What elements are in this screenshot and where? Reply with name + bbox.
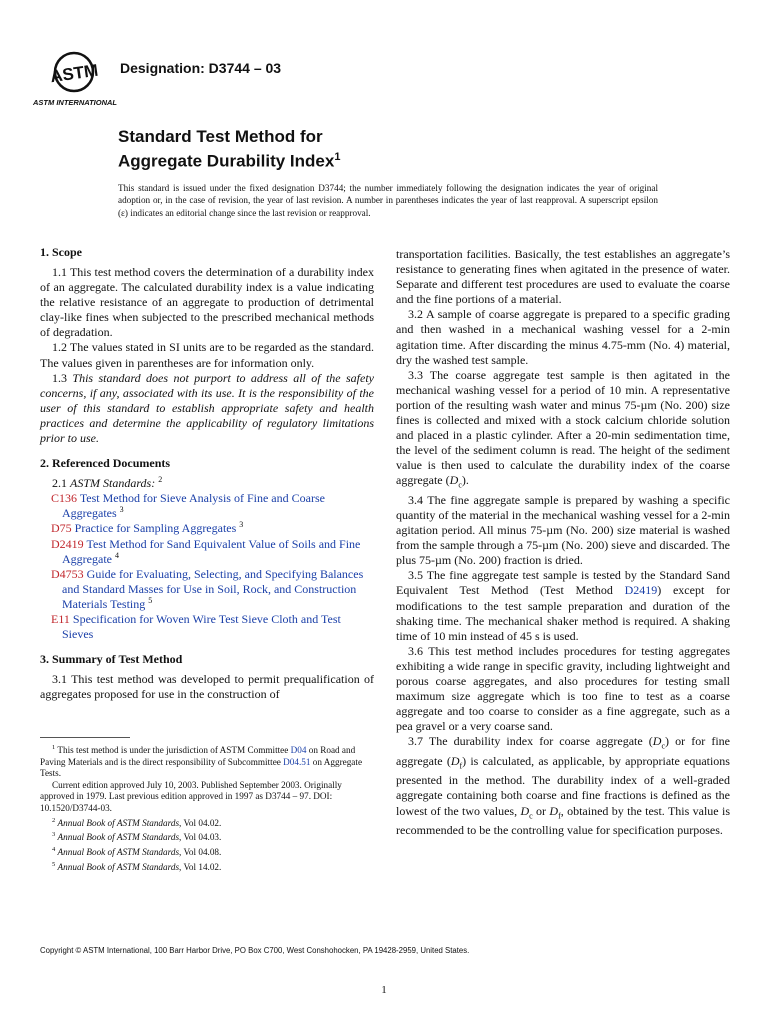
d2419-link[interactable]: D2419 (624, 583, 658, 598)
subscript-c: c (661, 741, 666, 751)
footnote-rule (40, 737, 130, 738)
footnote-number: 1 (52, 744, 56, 751)
reference-item[interactable] (40, 567, 374, 612)
title-line-2 (118, 147, 340, 172)
footnote-1 (40, 742, 374, 780)
reference-title[interactable]: Guide for Evaluating, Selecting, and Specifying Balances and Standard Masses for Use in Soil, Rock, and Construction Materials Testing (62, 566, 364, 611)
reference-title[interactable]: Test Method for Sieve Analysis of Fine and Coarse Aggregates (62, 491, 325, 521)
reference-code[interactable]: D4753 (51, 566, 84, 581)
subscript-c: c (529, 810, 533, 820)
d04-link[interactable]: D04 (290, 745, 307, 756)
designation: Designation: D3744 – 03 (120, 60, 282, 76)
reference-title[interactable]: Test Method for Sand Equivalent Value of Soils and Fine Aggregate (62, 536, 361, 566)
astm-logo (32, 50, 118, 108)
para-3-2: 3.2 A sample of coarse aggregate is prepared to a specific grading and then washed in a mechanical washing vessel for a 2-min agitation time. After discarding the minus 4.75-mm (No. 4) material, dry the washed test sample. (396, 307, 730, 367)
reference-footnote-ref: 5 (148, 595, 153, 605)
section-2-heading: 2. Referenced Documents (40, 456, 171, 471)
astm-standards-label: ASTM Standards: (70, 476, 156, 491)
para-3-7-end: , obtained by the test. This value is recommended to be the controlling value for specification purposes. (396, 803, 730, 838)
referenced-documents-list (40, 491, 374, 642)
issuance-note: This standard is issued under the fixed designation D3744; the number immediately following the designation indicates the year of original adoption or, in the case of revision, the year of last revision. A number in parentheses indicates the year of last reapproval. A superscript epsilon (ε) indicates an editorial change since the last revision or reapproval. (118, 183, 658, 218)
reference-code[interactable]: E11 (51, 611, 70, 626)
footnote-number: 3 (52, 831, 56, 839)
para-3-6: 3.6 This test method includes procedures for testing aggregates exhibiting a wide range in specific gravity, including lightweight and porous coarse aggregates, and also procedures for testing small maximum size aggregate which is too fine to test as a coarse aggregate and too coarse to consider as a fine aggregate, such as a pea gravel or a very coarse sand. (396, 643, 730, 734)
footnote-2 (40, 815, 374, 830)
para-3-7-text: 3.7 The durability index for coarse aggregate ( (408, 734, 653, 749)
footnote-1-edition: Current edition approved July 10, 2003. Published September 2003. Originally approved in 1979. Last previous edition approved in 1997 as D3744 – 97. DOI: 10.1520/D3744-03. (40, 779, 342, 814)
para-3-7-text: ) or for fine aggregate ( (396, 734, 730, 768)
reference-code[interactable]: D75 (51, 521, 72, 536)
book-title: Annual Book of ASTM Standards (57, 861, 180, 872)
para-2-1 (40, 476, 374, 491)
para-3-3-end: ). (461, 473, 469, 488)
book-title: Annual Book of ASTM Standards (57, 847, 180, 857)
title-footnote-ref: 1 (334, 151, 341, 163)
section-1-heading: 1. Scope (40, 245, 82, 259)
reference-footnote-ref: 3 (119, 505, 124, 515)
para-1-1: 1.1 This test method covers the determination of a durability index of an aggregate. The calculated durability index is a value indicating the relative resistance of an aggregate to production of detrimental clay-like fines when subjected to the prescribed mechanical methods of degradation. (40, 265, 374, 340)
para-3-5-end: ) except for modifications to the test sample preparation and duration of the shaking time. The mechanical shaker method is required. A shaking time of 10 min instead of 45 s is used. (396, 583, 730, 643)
footnote-text: on Road and Paving Materials and is the direct responsibility of Subcommittee (40, 745, 356, 767)
document-title (118, 126, 340, 172)
footnote-text: This test method is under the jurisdiction of ASTM Committee (55, 745, 291, 756)
para-3-3-text: 3.3 The coarse aggregate test sample is then agitated in the mechanical washing vessel for a period of 10 min. A representative portion of the resulting wash water and minus 75-µm (No. 200) size fines is collected and mixed with a stock calcium chloride solution and placed in a plastic cylinder. After a 20-min sedimentation time, the level of the sediment column is read. The height of the sediment value is then used to calculate the durability index of the coarse aggregate ( (396, 367, 730, 488)
footnote-number: 5 (52, 860, 56, 868)
para-3-5-text: 3.5 The fine aggregate test sample is tested by the Standard Sand Equivalent Test Method (Test Method (396, 568, 730, 598)
para-1-3 (40, 371, 374, 446)
symbol-d: D (520, 803, 530, 818)
reference-code[interactable]: D2419 (51, 536, 84, 551)
footnote-number: 2 (52, 816, 56, 824)
title-line-1: Standard Test Method for (118, 127, 323, 146)
para-1-2: 1.2 The values stated in SI units are to be regarded as the standard. The values given in parentheses are for information only. (40, 340, 374, 370)
logo-wordmark: ASTM INTERNATIONAL (32, 98, 118, 107)
para-3-1: 3.1 This test method was developed to permit prequalification of aggregates proposed for use in the construction of (40, 672, 374, 702)
volume: , Vol 14.02. (179, 861, 222, 872)
footnote-ref-2: 2 (158, 475, 163, 485)
volume: , Vol 04.02. (179, 817, 222, 828)
reference-item[interactable] (40, 612, 374, 642)
para-1-3-number: 1.3 (52, 370, 73, 385)
footnote-3 (40, 829, 374, 844)
symbol-d: D (450, 753, 460, 768)
subscript-f: f (459, 761, 463, 771)
symbol-d: D (549, 803, 559, 818)
para-3-4: 3.4 The fine aggregate sample is prepared by washing a specific quantity of the material in the mechanical washing vessel for a 2-min agitation period. All minus 75-µm (No. 200) size material is washed from the sample through a 75-µm (No. 200) sieve and discarded. The plus 75-µm (No. 200) fraction is dried. (396, 492, 730, 568)
title-text: Aggregate Durability Index (118, 151, 335, 171)
reference-title[interactable]: Practice for Sampling Aggregates (74, 521, 237, 536)
reference-footnote-ref: 4 (114, 550, 119, 560)
footnote-5 (40, 859, 374, 874)
footnote-4 (40, 844, 374, 859)
left-column (40, 245, 374, 702)
logo-mark: ASTM (49, 60, 100, 87)
footnote-number: 4 (52, 845, 56, 853)
para-3-7 (396, 734, 730, 838)
para-2-1-number: 2.1 (52, 476, 70, 491)
reference-item[interactable] (40, 521, 374, 536)
reference-footnote-ref: 3 (239, 520, 244, 530)
reference-title[interactable]: Specification for Woven Wire Test Sieve Cloth and Test Sieves (62, 611, 341, 642)
book-title: Annual Book of ASTM Standards (57, 832, 180, 843)
right-column (396, 247, 730, 838)
para-3-7-text: or (532, 803, 550, 818)
section-3-heading: 3. Summary of Test Method (40, 652, 183, 667)
copyright-notice: Copyright © ASTM International, 100 Barr Harbor Drive, PO Box C700, West Conshohocken, PA 19428-2959, United States. (40, 946, 470, 955)
subscript-c: c (458, 480, 462, 490)
para-3-1-continued: transportation facilities. Basically, the test establishes an aggregate’s resistance to generating fines when agitated in the presence of water. Separate and different test procedures are used to evaluate the coarse and the fine portions of a material. (396, 247, 730, 307)
para-3-3 (396, 368, 730, 493)
footnote-text: on Aggregate Tests. (40, 756, 363, 779)
subscript-f: f (558, 810, 561, 820)
volume: , Vol 04.08. (179, 847, 222, 857)
symbol-d: D (449, 473, 459, 488)
reference-item[interactable] (40, 537, 374, 567)
page-number: 1 (381, 984, 387, 996)
reference-code[interactable]: C136 (51, 491, 78, 506)
book-title: Annual Book of ASTM Standards (57, 817, 180, 828)
footnotes (40, 737, 374, 873)
para-3-7-text: ) is calculated, as applicable, by appropriate equations presented in the method. The durability index of a well-graded aggregate containing both coarse and fine fractions is defined as the lowest of the two values, (396, 753, 730, 818)
volume: , Vol 04.03. (179, 832, 222, 843)
symbol-d: D (652, 734, 662, 749)
d04-51-link[interactable]: D04.51 (283, 756, 311, 767)
para-1-3-text: This standard does not purport to address all of the safety concerns, if any, associated with its use. It is the responsibility of the user of this standard to establish appropriate safety and health practices and determine the applicability of regulatory limitations prior to use. (40, 370, 374, 446)
reference-item[interactable] (40, 491, 374, 521)
para-3-5 (396, 568, 730, 643)
